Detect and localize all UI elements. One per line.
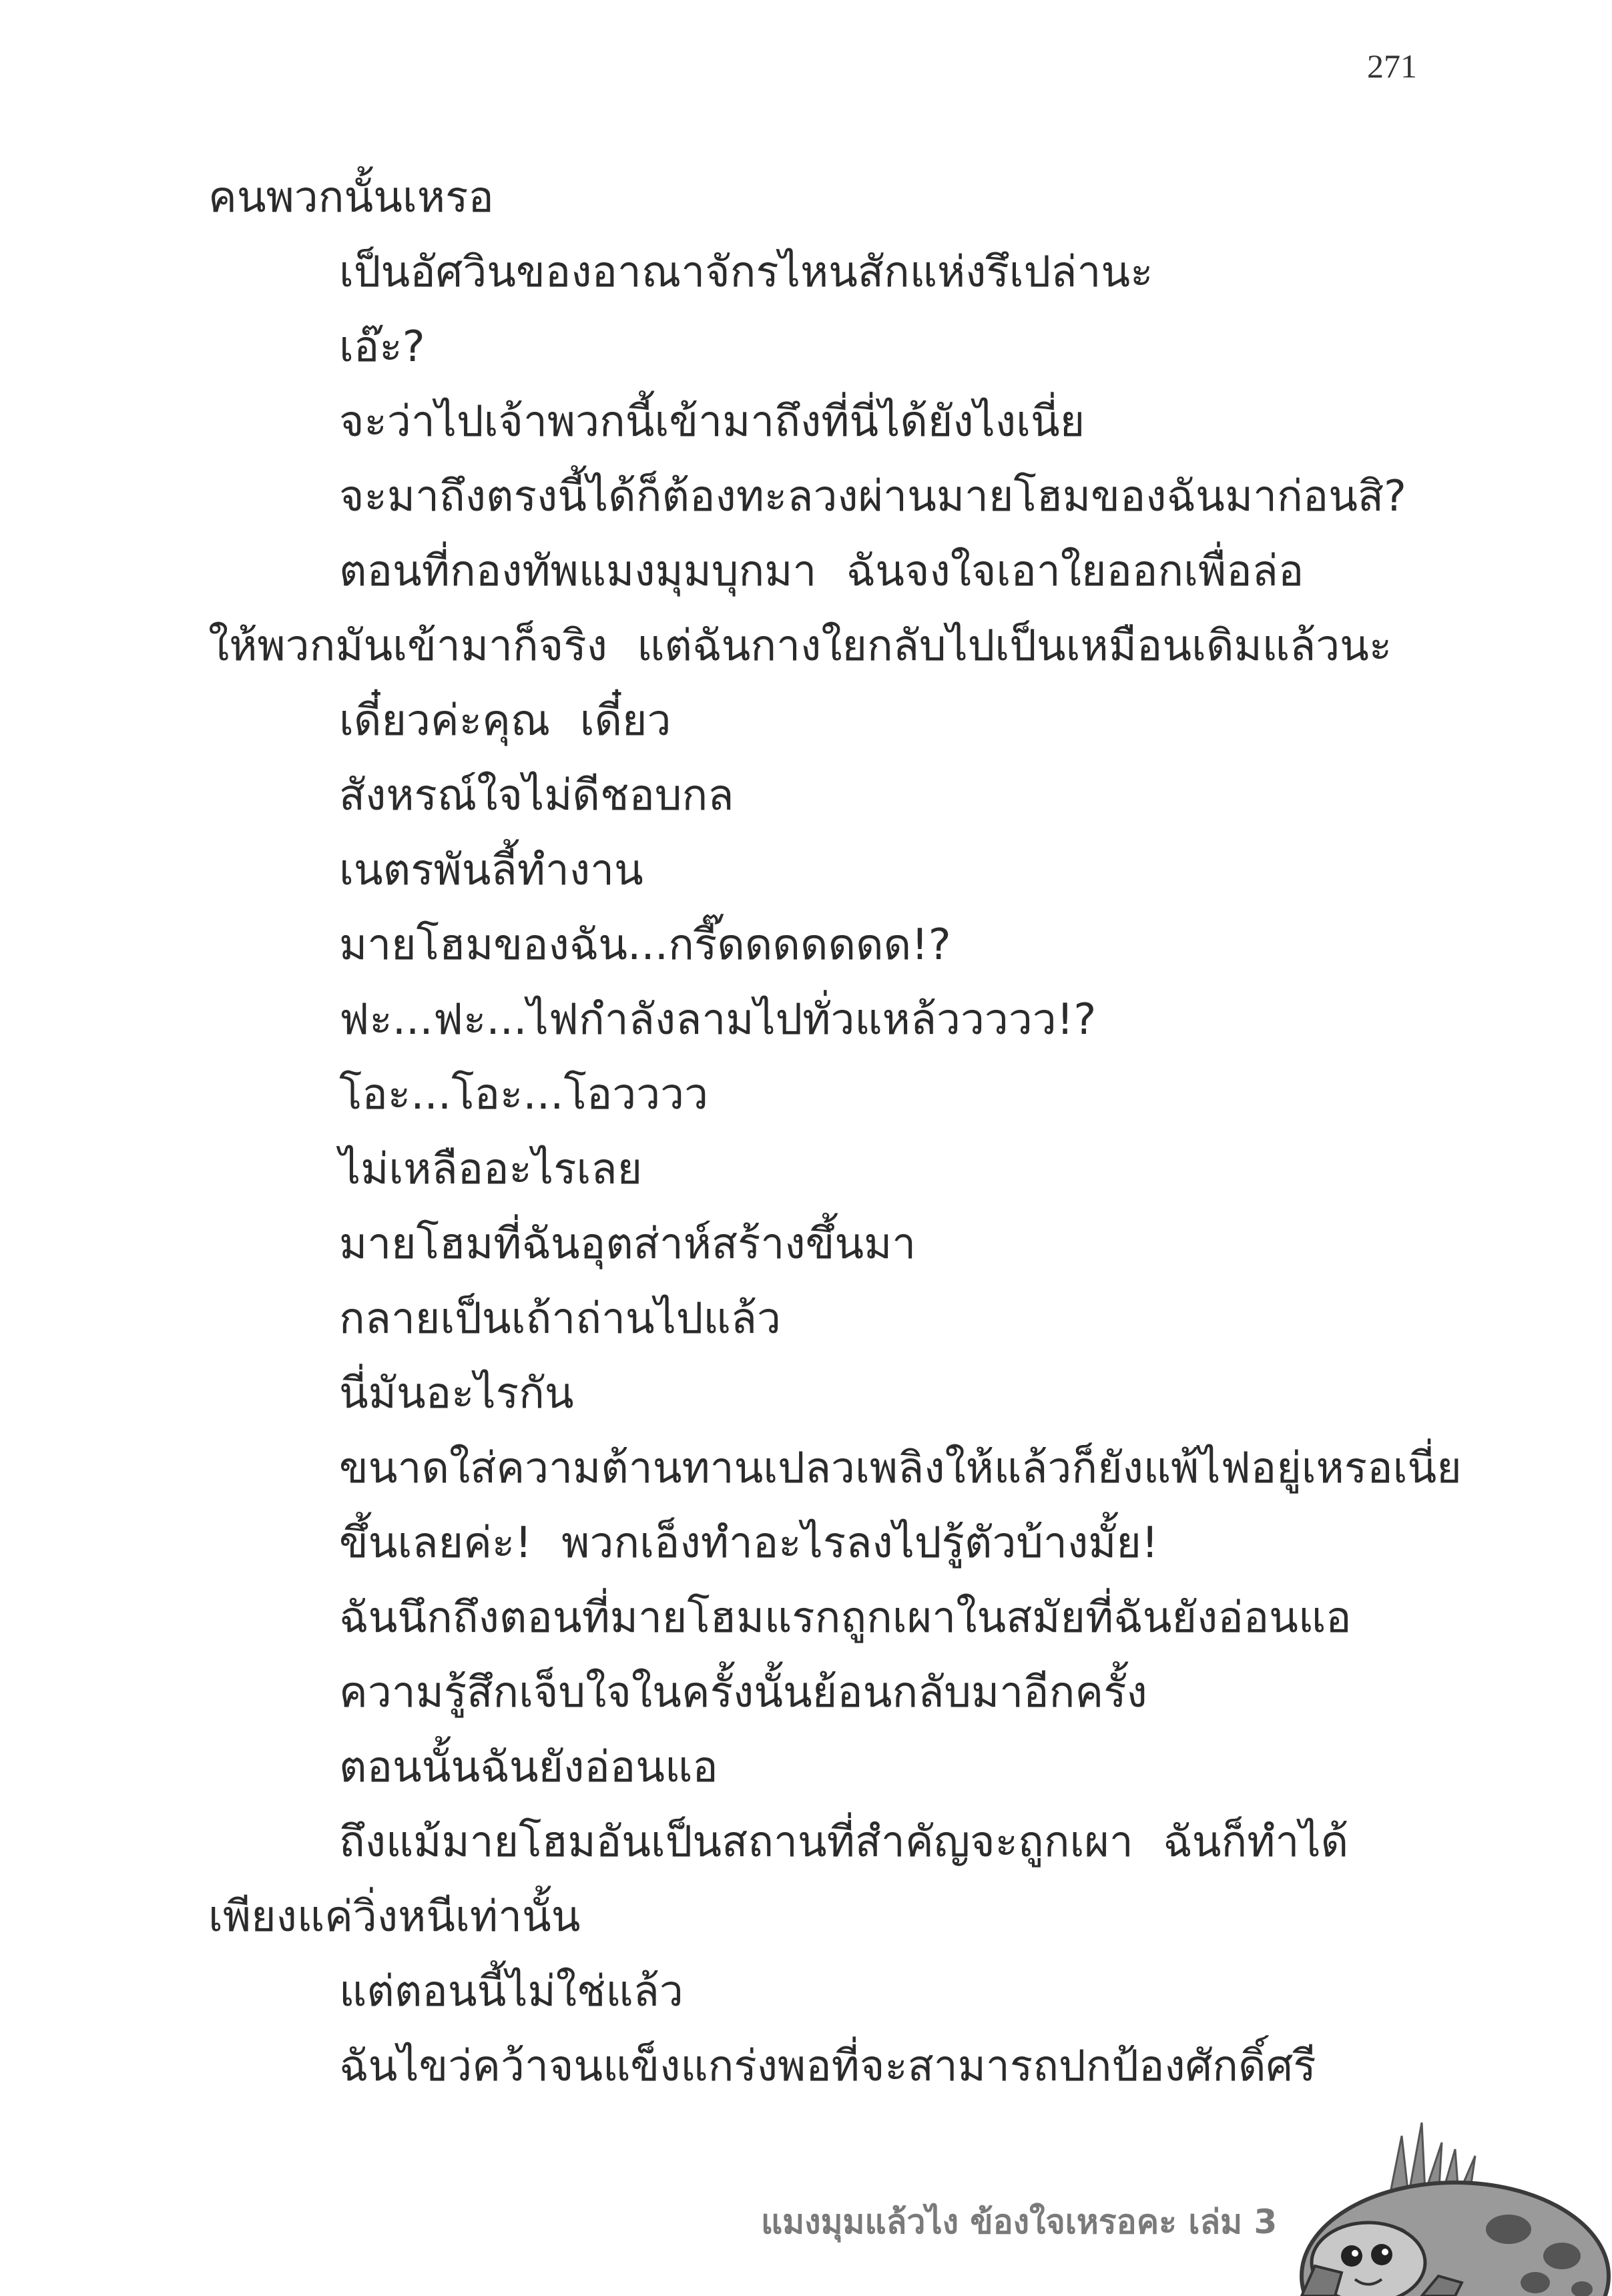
text-line: ฉันนึกถึงตอนที่มายโฮมแรกถูกเผาในสมัยที่ฉันยังอ่อนแอ	[339, 1593, 1352, 1643]
text-line: ฉันไขว่คว้าจนแข็งแกร่งพอที่จะสามารถปกป้องศักดิ์ศรี	[339, 2042, 1316, 2091]
text-line: จะว่าไปเจ้าพวกนี้เข้ามาถึงที่นี่ได้ยังไงเนี่ย	[339, 397, 1085, 447]
text-line: ถึงแม้มายโฮมอันเป็นสถานที่สำคัญจะถูกเผา ฉันก็ทำได้	[339, 1817, 1349, 1867]
text-line: เนตรพันลี้ทำงาน	[339, 846, 643, 895]
text-line: นี่มันอะไรกัน	[339, 1369, 574, 1418]
text-line: ตอนนั้นฉันยังอ่อนแอ	[339, 1743, 718, 1792]
text-line: มายโฮมของฉัน...กรี๊ดดดดดดด!?	[339, 920, 951, 970]
text-line: เป็นอัศวินของอาณาจักรไหนสักแห่งรึเปล่านะ	[339, 248, 1153, 297]
text-line: เอ๊ะ?	[339, 322, 425, 372]
text-line: แต่ตอนนี้ไม่ใช่แล้ว	[339, 1967, 684, 2016]
text-line: เพียงแค่วิ่งหนีเท่านั้น	[208, 1892, 581, 1942]
page-number: 271	[1367, 47, 1417, 85]
text-line: เดี๋ยวค่ะคุณ เดี๋ยว	[339, 696, 671, 746]
text-line: มายโฮมที่ฉันอุตส่าห์สร้างขึ้นมา	[339, 1219, 916, 1269]
text-line: ให้พวกมันเข้ามาก็จริง แต่ฉันกางใยกลับไปเป็นเหมือนเดิมแล้วนะ	[208, 621, 1392, 671]
text-line: กลายเป็นเถ้าถ่านไปแล้ว	[339, 1294, 781, 1344]
text-line: คนพวกนั้นเหรอ	[208, 173, 494, 222]
spider-egg-illustration	[1288, 2122, 1612, 2296]
text-line: ไม่เหลืออะไรเลย	[339, 1145, 643, 1194]
text-line: ขนาดใส่ความต้านทานเปลวเพลิงให้แล้วก็ยังแพ้ไฟอยู่เหรอเนี่ย	[339, 1444, 1462, 1493]
text-line: ขึ้นเลยค่ะ! พวกเอ็งทำอะไรลงไปรู้ตัวบ้างมั้ย!	[339, 1518, 1159, 1568]
book-title-footer: แมงมุมแล้วไง ข้องใจเหรอคะ เล่ม 3	[761, 2203, 1278, 2241]
text-line: ความรู้สึกเจ็บใจในครั้งนั้นย้อนกลับมาอีกครั้ง	[339, 1668, 1147, 1717]
text-line: โอะ...โอะ...โอวววว	[339, 1070, 708, 1119]
text-line: สังหรณ์ใจไม่ดีชอบกล	[339, 771, 734, 820]
body-text	[208, 160, 1462, 2104]
text-line: ตอนที่กองทัพแมงมุมบุกมา ฉันจงใจเอาใยออกเพื่อล่อ	[339, 547, 1304, 596]
text-line: ฟะ...ฟะ...ไฟกำลังลามไปทั่วแหล้ววววว!?	[339, 995, 1097, 1045]
text-line: จะมาถึงตรงนี้ได้ก็ต้องทะลวงผ่านมายโฮมของฉันมาก่อนสิ?	[339, 472, 1406, 521]
